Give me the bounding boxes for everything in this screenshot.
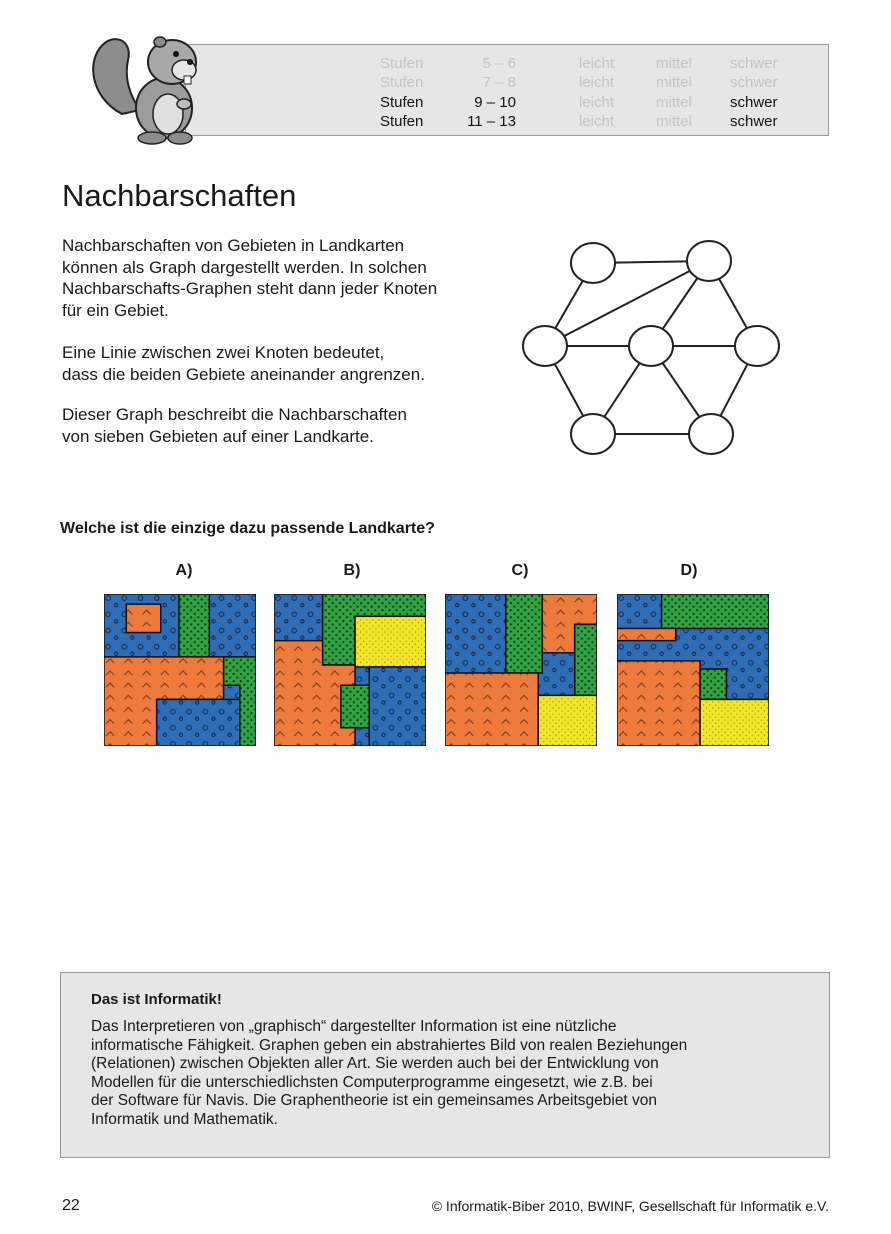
intro-paragraph-1 [62, 235, 502, 321]
level-label: Stufen [380, 94, 424, 111]
option-label-b: B) [343, 562, 361, 579]
difficulty-hard: schwer [730, 74, 778, 91]
level-range: 7 – 8 [482, 74, 516, 91]
level-label: Stufen [380, 74, 424, 91]
text-line: der Software für Navis. Die Graphentheorie ist ein gemeinsames Arbeitsgebiet von [91, 1092, 658, 1109]
intro-paragraph-3 [62, 404, 502, 447]
option-label-c: C) [511, 562, 529, 579]
graph-node [629, 326, 673, 366]
text-line: dass die beiden Gebiete aneinander angrenzen. [62, 364, 425, 384]
level-label: Stufen [380, 55, 424, 72]
neighborhood-graph [520, 236, 782, 462]
map-option-a[interactable] [104, 594, 256, 746]
difficulty-easy: leicht [579, 113, 615, 130]
level-range: 5 – 6 [482, 55, 516, 72]
info-title: Das ist Informatik! [91, 991, 222, 1008]
map-option-b[interactable] [274, 594, 426, 746]
difficulty-hard: schwer [730, 55, 778, 72]
graph-node [571, 414, 615, 454]
option-label-d: D) [680, 562, 698, 579]
info-text [91, 1018, 791, 1129]
question-text: Welche ist die einzige dazu passende Landkarte? [60, 520, 435, 537]
level-range: 11 – 13 [467, 113, 516, 130]
text-line: Nachbarschaften von Gebieten in Landkarten [62, 236, 405, 255]
text-line: Modellen für die unterschiedlichsten Computerprogramme eingesetzt, wie z.B. bei [91, 1073, 653, 1091]
graph-node [689, 414, 733, 454]
text-line: Dieser Graph beschreibt die Nachbarschaften [62, 405, 407, 424]
difficulty-medium: mittel [656, 74, 692, 91]
difficulty-medium: mittel [656, 55, 692, 72]
difficulty-easy: leicht [579, 74, 615, 91]
graph-node [523, 326, 567, 366]
intro-paragraph-2 [62, 342, 502, 385]
graph-node [571, 243, 615, 283]
graph-node [735, 326, 779, 366]
text-line: Eine Linie zwischen zwei Knoten bedeutet, [62, 343, 385, 362]
option-label-a: A) [175, 562, 193, 579]
text-line: (Relationen) zwischen Objekten aller Art. Sie werden auch bei der Entwicklung von [91, 1055, 659, 1072]
text-line: informatische Fähigkeit. Graphen geben ein abstrahiertes Bild von realen Beziehungen [91, 1036, 688, 1054]
level-label: Stufen [380, 113, 424, 130]
text-line: Informatik und Mathematik. [91, 1110, 278, 1128]
difficulty-hard: schwer [730, 94, 778, 111]
text-line: von sieben Gebieten auf einer Landkarte. [62, 426, 374, 446]
text-line: Nachbarschafts-Graphen steht dann jeder Knoten [62, 279, 438, 298]
graph-node [687, 241, 731, 281]
page-title: Nachbarschaften [62, 178, 297, 213]
difficulty-hard: schwer [730, 113, 778, 130]
text-line: für ein Gebiet. [62, 300, 169, 320]
difficulty-easy: leicht [579, 55, 615, 72]
text-line: können als Graph dargestellt werden. In solchen [62, 257, 427, 277]
difficulty-medium: mittel [656, 94, 692, 111]
level-range: 9 – 10 [474, 94, 516, 111]
text-line: Das Interpretieren von „graphisch“ dargestellter Information ist eine nützliche [91, 1018, 617, 1035]
beaver-icon [92, 26, 204, 146]
map-option-d[interactable] [617, 594, 769, 746]
difficulty-medium: mittel [656, 113, 692, 130]
map-option-c[interactable] [445, 594, 597, 746]
copyright-footer: © Informatik-Biber 2010, BWINF, Gesellschaft für Informatik e.V. [431, 1198, 829, 1214]
difficulty-easy: leicht [579, 94, 615, 111]
page-number: 22 [62, 1197, 80, 1214]
